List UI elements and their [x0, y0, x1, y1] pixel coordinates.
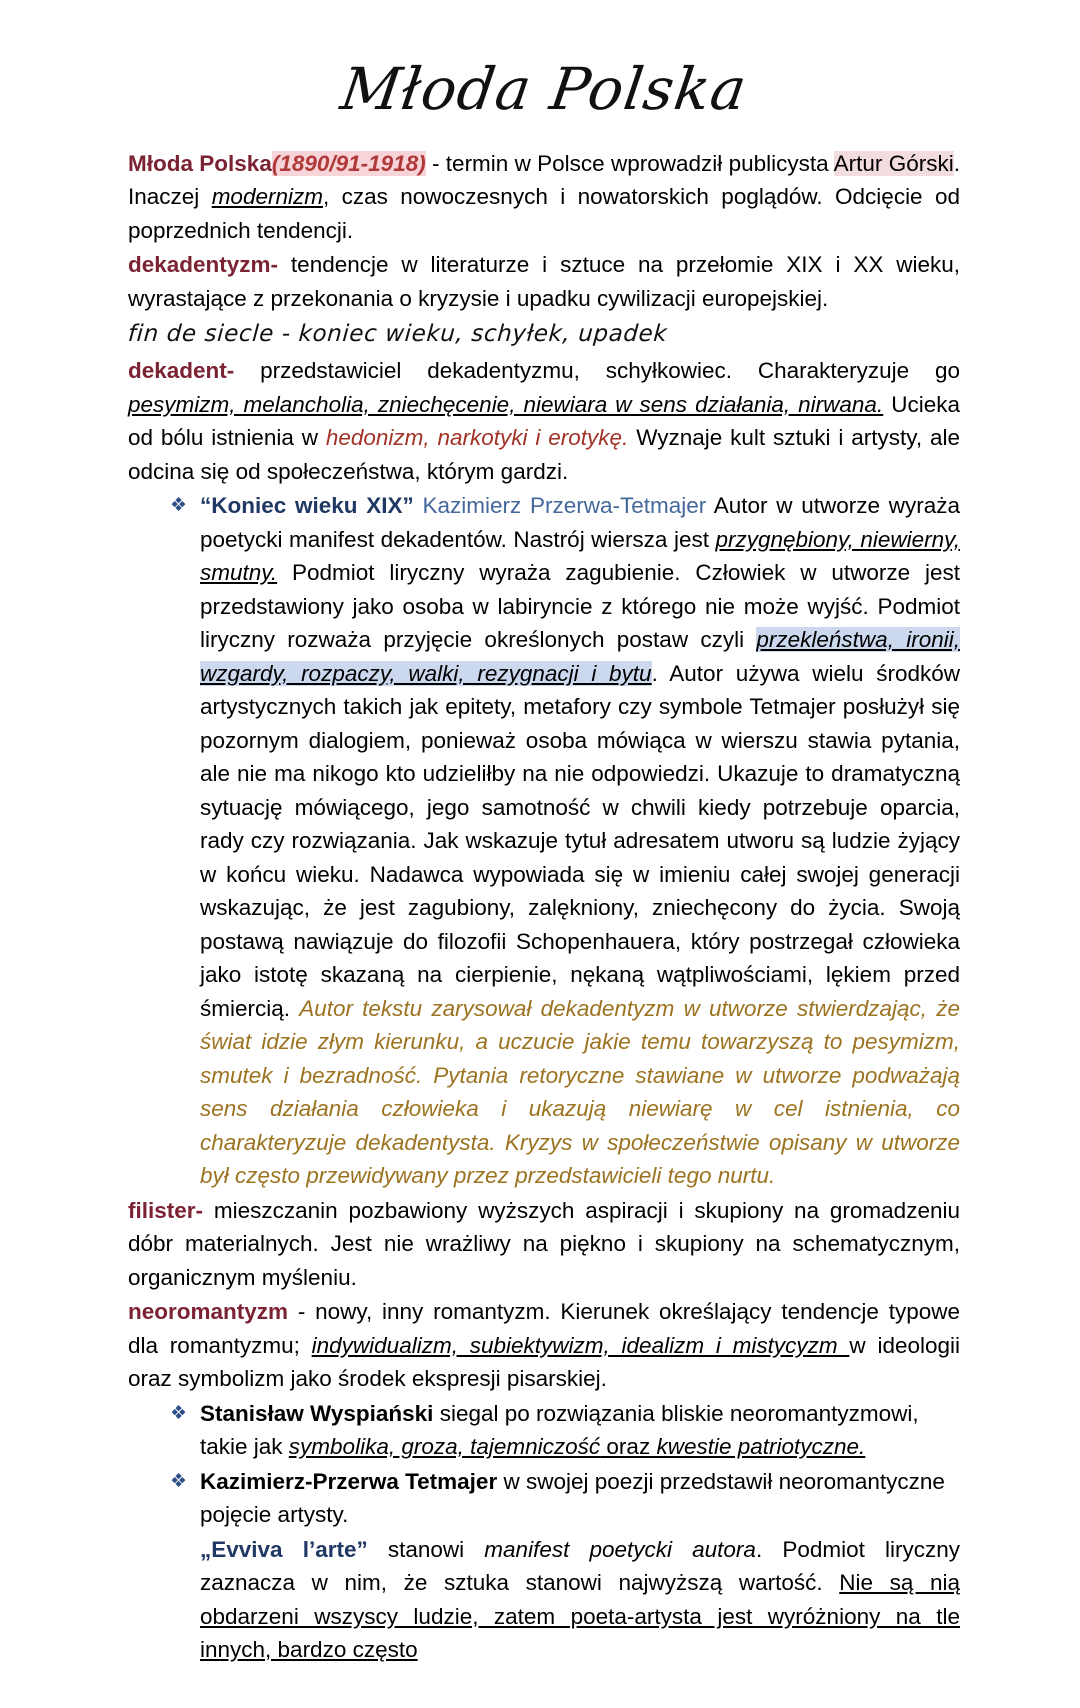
list-item-body [200, 1465, 960, 1532]
diamond-bullet-icon: ❖ [170, 1470, 188, 1492]
text-segment: - termin w Polsce wprowadził publicysta [425, 150, 834, 176]
list-item-wyspianski [128, 1397, 960, 1464]
underlined-symbolika: symbolika, groza, tajemniczość [288, 1434, 601, 1460]
definition-filister [128, 1194, 960, 1295]
term-neoromantyzm: neoromantyzm [128, 1299, 289, 1325]
text-segment: w ideologii oraz symbolizm jako środek ekspresji pisarskiej. [128, 1332, 961, 1392]
underlined-nie-sa-nia: Nie są nią obdarzeni wszyscy ludzie, zatem poeta-artysta jest wyróżniony na tle innych, bardzo często [200, 1570, 960, 1663]
text-segment: oraz [600, 1434, 657, 1460]
list-item-body [200, 489, 960, 1193]
text-segment: . Inaczej [128, 150, 960, 210]
gold-italic-analysis: Autor tekstu zarysował dekadentyzm w utworze stwierdzając, że świat idzie złym kierunku, a uczucie jakie temu towarzyszą to pesymizm, smutek i bezradność. Pytania retoryczne stawiane w utworze podważają sens działania człowieka i ukazują niewiarę w cel istnienia, co charakteryzuje dekadentysta. Kryzys w społeczeństwie opisany w utworze był często przewidywany przez przedstawicieli tego nurtu. [200, 995, 960, 1189]
text-segment: . Autor używa wielu środków artystycznych takich jak epitety, metafory czy symbole Tetmajer posłużył się pozornym dialogiem, ponieważ osoba mówiąca w wierszu stawia pytania, ale nie ma nikogo kto udzieliłby na nie odpowiedzi. Ukazuje to dramatyczną sytuację mówiącego, jego samotność w chwili kiedy potrzebuje oparcia, rady czy rozwiązania. Jak wskazuje tytuł adresatem utworu są ludzie żyjący w końcu wieku. Nadawca wypowiada się w imieniu całej swojej generacji wskazując, że jest zagubiony, zalękniony, zniechęcony do życia. Swoją postawą nawiązuje do filozofii Schopenhauera, który postrzegał człowieka jako istotę skazaną na cierpienie, nękaną wątpliwościami, lękiem przed śmiercią. [200, 660, 961, 1021]
definition-mloda-polska [128, 147, 960, 248]
underlined-kwestie: kwestie patriotyczne. [656, 1434, 866, 1460]
definition-dekadent [128, 354, 960, 488]
text-segment: mieszczanin pozbawiony wyższych aspiracji i skupiony na gromadzeniu dóbr materialnych. Jest nie wrażliwy na piękno i skupiony na schematycznym, organicznym myśleniu. [128, 1197, 960, 1290]
italic-manifest: manifest poetycki autora [484, 1536, 756, 1562]
list-item-body [200, 1397, 960, 1464]
text-segment: Autor w utworze wyraża poetycki manifest dekadentów. Nastrój wiersza jest [200, 493, 960, 552]
list-item-tetmajer [128, 1465, 960, 1532]
term-mloda-polska: Młoda Polska [128, 150, 272, 176]
highlight-years: (1890/91-1918) [271, 150, 426, 176]
underlined-nastroj: przygnębiony, niewierny, smutny. [200, 526, 961, 586]
text-segment: Podmiot liryczny wyraża zagubienie. Człowiek w utworze jest przedstawiony jako osoba w labiryncie z którego nie może wyjść. Podmiot liryczny rozważa przyjęcie określonych postaw czyli [200, 560, 960, 653]
text-segment: siegal po rozwiązania bliskie neoromantyzmowi, takie jak [200, 1400, 919, 1460]
term-dekadentyzm: dekadentyzm- [128, 252, 279, 278]
text-segment: . Podmiot liryczny zaznacza w nim, że sztuka stanowi najwyższą wartość. [200, 1536, 960, 1596]
underlined-cechy-dekadenta: pesymizm, melancholia, zniechęcenie, niewiara w sens działania, nirwana. [128, 391, 884, 417]
underlined-modernizm: modernizm [211, 184, 323, 210]
definition-dekadentyzm [128, 248, 960, 315]
text-segment: tendencje w literaturze i sztuce na przełomie XIX i XX wieku, wyrastające z przekonania o kryzysie i upadku cywilizacji europejskiej. [128, 252, 960, 311]
diamond-bullet-icon: ❖ [170, 495, 188, 517]
text-segment: - nowy, inny romantyzm. Kierunek określający tendencje typowe dla romantyzmu; [128, 1299, 960, 1358]
work-title-koniec-wieku: “Koniec wieku XIX” [200, 493, 414, 519]
term-filister: filister- [128, 1197, 204, 1223]
highlight-artur-gorski: Artur Górski [833, 150, 954, 176]
handwritten-note-fin-de-siecle: fin de siecle - koniec wieku, schyłek, upadek [127, 321, 669, 348]
term-dekadent: dekadent- [128, 358, 235, 384]
page-title: Młoda Polska [336, 55, 752, 123]
diamond-bullet-icon: ❖ [170, 1402, 188, 1424]
text-segment: stanowi [367, 1536, 485, 1562]
subsection-body [200, 1533, 960, 1667]
text-segment: , czas nowoczesnych i nowatorskich poglądów. Odcięcie od poprzednich tendencji. [128, 184, 960, 243]
definition-neoromantyzm [128, 1295, 960, 1396]
work-title-evviva: „Evviva l’arte” [200, 1536, 368, 1562]
list-item-koniec-wieku [128, 489, 960, 1193]
text-segment: przedstawiciel dekadentyzmu, schyłkowiec. Charakteryzuje go [234, 358, 960, 384]
text-segment: Ucieka od bólu istnienia w [128, 391, 960, 451]
author-name-wyspianski: Stanisław Wyspiański [200, 1400, 434, 1426]
red-italic-ucieczka: hedonizm, narkotyki i erotykę. [325, 425, 629, 451]
author-name: Kazimierz Przerwa-Tetmajer [422, 493, 707, 519]
underlined-cechy-neoromantyzmu: indywidualizm, subiektywizm, idealizm i mistycyzm [311, 1332, 850, 1358]
author-name-tetmajer: Kazimierz-Przerwa Tetmajer [200, 1468, 498, 1494]
text-segment: Wyznaje kult sztuki i artysty, ale odcina się od społeczeństwa, którym gardzi. [128, 425, 960, 484]
text-segment: w swojej poezji przedstawił neoromantyczne pojęcie artysty. [200, 1468, 945, 1528]
highlight-postawy: przekleństwa, ironii, wzgardy, rozpaczy, walki, rezygnacji i bytu [200, 627, 961, 686]
subsection-evviva-larte [128, 1533, 960, 1667]
